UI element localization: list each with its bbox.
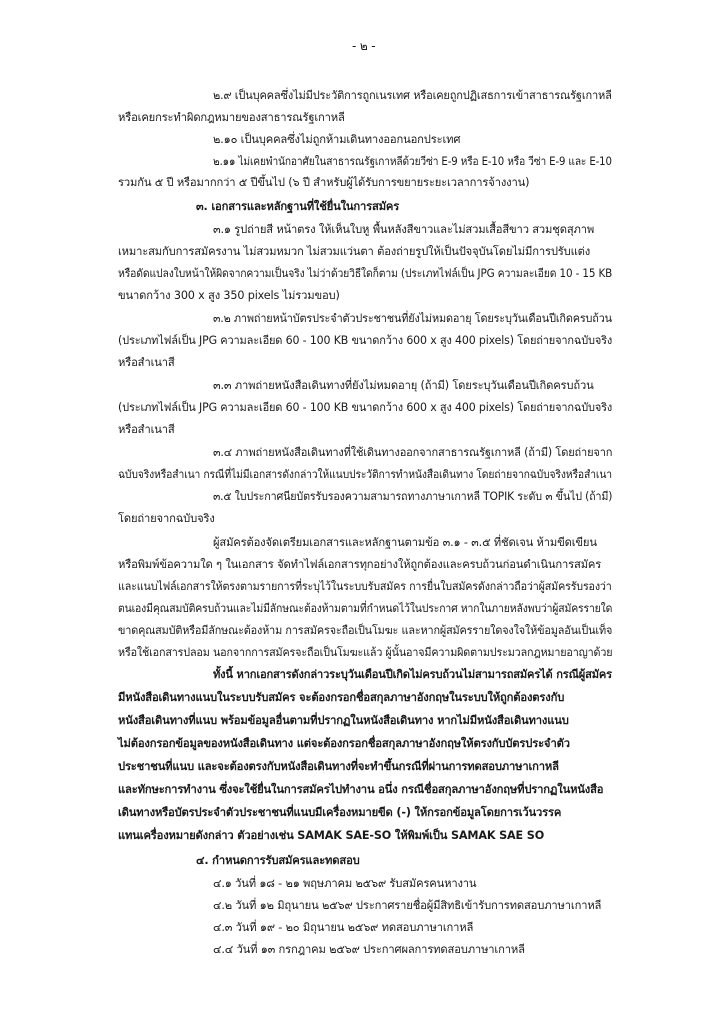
text-line: ขนาดกว้าง 300 x สูง 350 pixels ไม่รวมขอบ) bbox=[118, 289, 340, 302]
text-line: เดินทางหรือบัตรประจำตัวประชาชนที่แนบมีเครื่องหมายขีด (-) ให้กรอกข้อมูลโดยการเว้นวรรค bbox=[118, 806, 562, 819]
text-line: ๓.๑ รูปถ่ายสี หน้าตรง ให้เห็นใบหู พื้นหลังสีขาวและไม่สวมเสื้อสีขาว สวมชุดสุภาพ bbox=[213, 223, 595, 236]
text-line: ๔.๑ วันที่ ๑๘ - ๒๑ พฤษภาคม ๒๕๖๙ รับสมัครคนหางาน bbox=[213, 877, 477, 890]
text-line: ๓.๔ ภาพถ่ายหนังสือเดินทางที่ใช้เดินทางออกจากสาธารณรัฐเกาหลี (ถ้ามี) โดยถ่ายจาก bbox=[213, 446, 613, 459]
text-line: หนังสือเดินทางที่แนบ พร้อมข้อมูลอื่นตามที่ปรากฏในหนังสือเดินทาง หากไม่มีหนังสือเดินทางแนบ bbox=[118, 714, 569, 727]
text-line: (ประเภทไฟล์เป็น JPG ความละเอียด 60 - 100 KB ขนาดกว้าง 600 x สูง 400 pixels) โดยถ่ายจากฉบับจริง bbox=[118, 334, 613, 347]
text-line: ๔.๒ วันที่ ๑๒ มิถุนายน ๒๕๖๙ ประกาศรายชื่อผู้มีสิทธิเข้ารับการทดสอบภาษาเกาหลี bbox=[213, 899, 602, 912]
text-line: รวมกัน ๕ ปี หรือมากกว่า ๕ ปีขึ้นไป (๖ ปี สำหรับผู้ได้รับการขยายระยะเวลาการจ้างงาน) bbox=[118, 176, 530, 189]
page-number: - ๒ - bbox=[352, 39, 376, 53]
text-line: ไม่ต้องกรอกข้อมูลของหนังสือเดินทาง แต่จะต้องกรอกชื่อสกุลภาษาอังกฤษให้ตรงกับบัตรประจำตัว bbox=[118, 737, 570, 750]
text-line: และทักษะการทำงาน ซึ่งจะใช้ยื่นในการสมัครไปทำงาน อนึ่ง กรณีชื่อสกุลภาษาอังกฤษที่ปรากฏในหนังสือ bbox=[118, 783, 604, 796]
text-line: ฉบับจริงหรือสำเนา กรณีที่ไม่มีเอกสารดังกล่าวให้แนบประวัติการทำหนังสือเดินทาง โดยถ่ายจากฉบับจริงหรือสำเนา bbox=[118, 468, 612, 481]
text-line: ๒.๑๐ เป็นบุคคลซึ่งไม่ถูกห้ามเดินทางออกนอกประเทศ bbox=[213, 133, 461, 146]
text-line: หรือใช้เอกสารปลอม นอกจากการสมัครจะถือเป็นโมฆะแล้ว ผู้นั้นอาจมีความผิดตามประมวลกฎหมายอาญาด้วย bbox=[118, 646, 613, 659]
text-line: แทนเครื่องหมายดังกล่าว ตัวอย่างเช่น SAMAK SAE-SO ให้พิมพ์เป็น SAMAK SAE SO bbox=[118, 829, 545, 842]
text-line: ๔.๓ วันที่ ๑๙ - ๒๐ มิถุนายน ๒๕๖๙ ทดสอบภาษาเกาหลี bbox=[213, 921, 474, 934]
text-line: และแนบไฟล์เอกสารให้ตรงตามรายการที่ระบุไว้ในระบบรับสมัคร การยื่นใบสมัครดังกล่าวถือว่าผู้สมัครรับรองว่า bbox=[118, 580, 612, 593]
text-line: ผู้สมัครต้องจัดเตรียมเอกสารและหลักฐานตามข้อ ๓.๑ - ๓.๕ ที่ชัดเจน ห้ามขีดเขียน bbox=[213, 536, 597, 549]
text-line: หรือพิมพ์ข้อความใด ๆ ในเอกสาร จัดทำไฟล์เอกสารทุกอย่างให้ถูกต้องและครบถ้วนก่อนดำเนินการสมัคร bbox=[118, 558, 602, 571]
text-line: มีหนังสือเดินทางแนบในระบบรับสมัคร จะต้องกรอกชื่อสกุลภาษาอังกฤษในระบบให้ถูกต้องตรงกับ bbox=[118, 691, 565, 704]
text-line: ๒.๙ เป็นบุคคลซึ่งไม่มีประวัติการถูกเนรเทศ หรือเคยถูกปฏิเสธการเข้าสาธารณรัฐเกาหลี bbox=[213, 89, 612, 102]
text-line: ทั้งนี้ หากเอกสารดังกล่าวระบุวันเดือนปีเกิดไม่ครบถ้วนไม่สามารถสมัครได้ กรณีผู้สมัคร bbox=[213, 668, 612, 681]
text-line: ประชาชนที่แนบ และจะต้องตรงกับหนังสือเดินทางที่จะทำขึ้นกรณีที่ผ่านการทดสอบภาษาเกาหลี bbox=[118, 760, 559, 773]
text-line: ๔.๔ วันที่ ๑๓ กรกฎาคม ๒๕๖๙ ประกาศผลการทดสอบภาษาเกาหลี bbox=[213, 943, 525, 956]
text-line: หรือสำเนาสี bbox=[118, 423, 175, 436]
text-line: ๓. เอกสารและหลักฐานที่ใช้ยื่นในการสมัคร bbox=[196, 200, 400, 213]
text-line: ๒.๑๑ ไม่เคยพำนักอาศัยในสาธารณรัฐเกาหลีด้วยวีซ่า E-9 หรือ E-10 หรือ วีซ่า E-9 และ E-10 bbox=[213, 155, 612, 168]
text-line: หรือสำเนาสี bbox=[118, 356, 175, 369]
text-line: (ประเภทไฟล์เป็น JPG ความละเอียด 60 - 100 KB ขนาดกว้าง 600 x สูง 400 pixels) โดยถ่ายจากฉบับจริง bbox=[118, 401, 613, 414]
text-line: หรือดัดแปลงใบหน้าให้ผิดจากความเป็นจริง ไม่ว่าด้วยวิธีใดก็ตาม (ประเภทไฟล์เป็น JPG ความละเอียด 10 - 15 KB bbox=[118, 267, 613, 280]
text-line: ขาดคุณสมบัติหรือมีลักษณะต้องห้าม การสมัครจะถือเป็นโมฆะ และหากผู้สมัครรายใดจงใจให้ข้อมูลอันเป็นเท็จ bbox=[118, 624, 613, 637]
text-line: ๓.๕ ใบประกาศนียบัตรรับรองความสามารถทางภาษาเกาหลี TOPIK ระดับ ๓ ขึ้นไป (ถ้ามี) bbox=[213, 490, 613, 503]
text-line: ๓.๓ ภาพถ่ายหนังสือเดินทางที่ยังไม่หมดอายุ (ถ้ามี) โดยระบุวันเดือนปีเกิดครบถ้วน bbox=[213, 379, 594, 392]
text-line: ตนเองมีคุณสมบัติครบถ้วนและไม่มีลักษณะต้องห้ามตามที่กำหนดไว้ในประกาศ หากในภายหลังพบว่าผู้สมัครรายใด bbox=[118, 602, 613, 615]
text-line: เหมาะสมกับการสมัครงาน ไม่สวมหมวก ไม่สวมแว่นตา ต้องถ่ายรูปให้เป็นปัจจุบันโดยไม่มีการปรับแต่ง bbox=[118, 245, 591, 258]
text-line: ๓.๒ ภาพถ่ายหน้าบัตรประจำตัวประชาชนที่ยังไม่หมดอายุ โดยระบุวันเดือนปีเกิดครบถ้วน bbox=[213, 312, 612, 325]
text-line: หรือเคยกระทำผิดกฎหมายของสาธารณรัฐเกาหลี bbox=[118, 111, 345, 124]
text-line: ๔. กำหนดการรับสมัครและทดสอบ bbox=[196, 854, 360, 867]
text-line: โดยถ่ายจากฉบับจริง bbox=[118, 512, 215, 525]
